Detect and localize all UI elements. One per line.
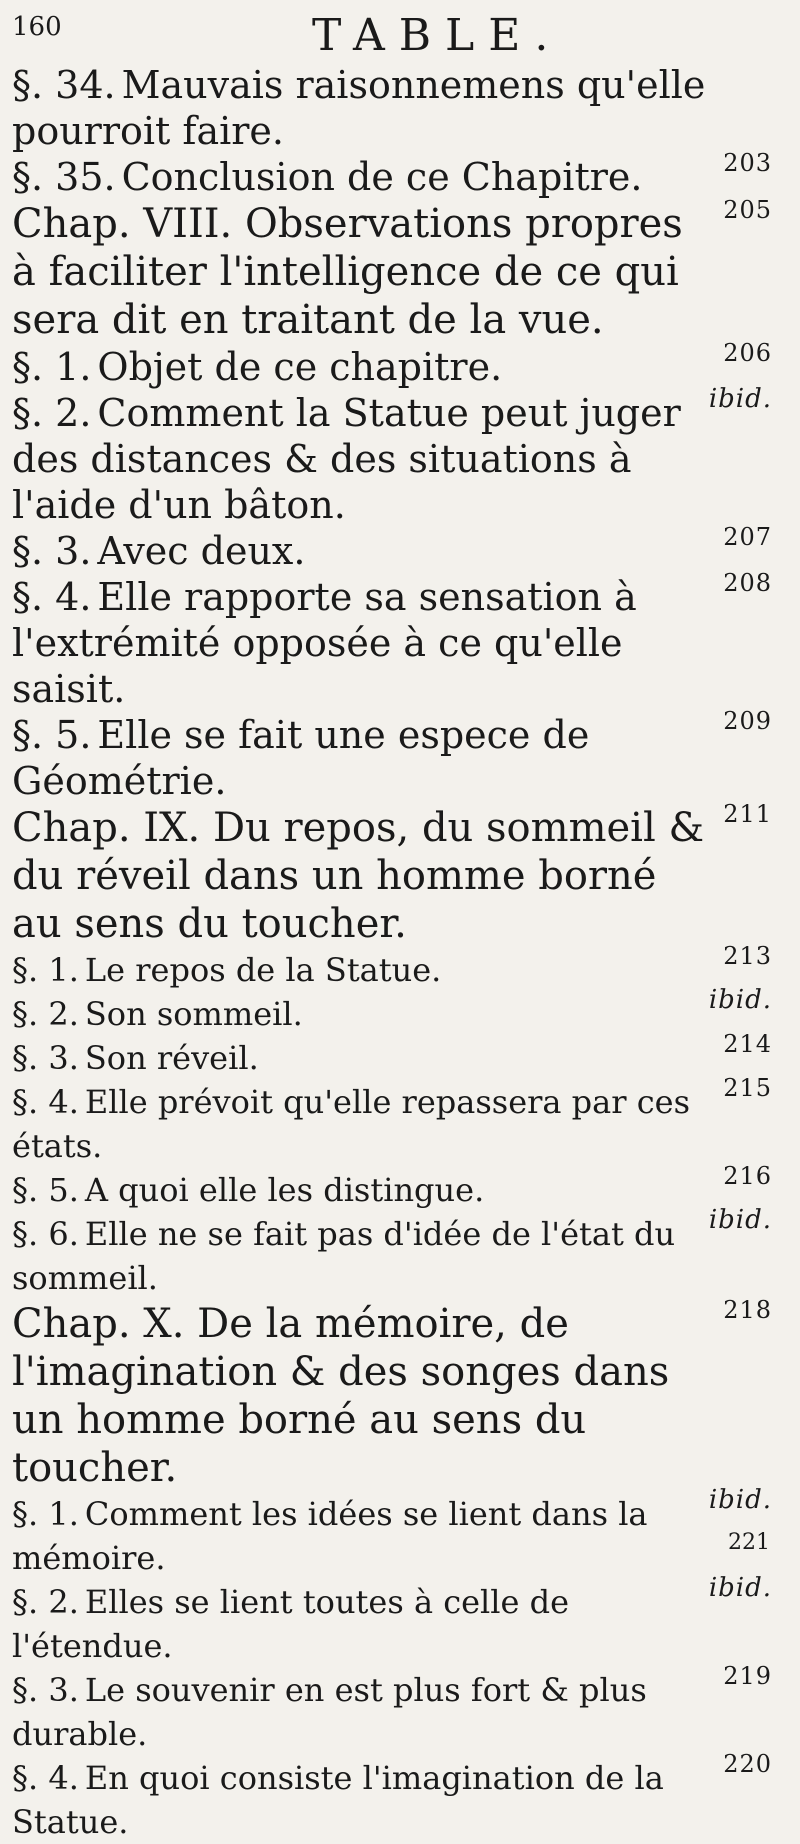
- entry-text: Elle rapporte sa sensation à l'extrémité opposée à ce qu'elle saisit.: [12, 575, 637, 711]
- entry-text: Chap. X. De la mémoire, de l'imagination & des songes dans un homme borné au sens du toucher.: [12, 1301, 670, 1491]
- section-number: §. 5.: [12, 713, 92, 757]
- page-reference: ibid.: [708, 1573, 772, 1603]
- entry-text: Comment les idées se lient dans la mémoire.: [12, 1495, 648, 1577]
- section-number: §. 4.: [12, 1759, 79, 1797]
- page-reference: 206: [723, 339, 772, 367]
- section-entry: [12, 569, 772, 712]
- section-number: §. 2.: [12, 995, 79, 1033]
- page-reference: ibid.: [708, 985, 772, 1015]
- entry-text: Son sommeil.: [84, 995, 303, 1033]
- section-entry: [12, 1030, 772, 1080]
- entry-text: Chap. VIII. Observations propres à faciliter l'intelligence de ce qui sera dit en traitant de la vue.: [12, 201, 683, 343]
- page-reference: 211: [723, 800, 772, 828]
- section-number: §. 5.: [12, 1171, 79, 1209]
- section-entry: [12, 1162, 772, 1212]
- section-number: §. 4.: [12, 575, 92, 619]
- page-reference: ibid.: [708, 1485, 772, 1515]
- chapter-entry: [12, 800, 772, 948]
- page-reference: 213: [723, 942, 772, 970]
- entry-text: Avec deux.: [97, 529, 306, 573]
- section-entry: [12, 1074, 772, 1168]
- table-of-contents: [12, 62, 772, 1844]
- entry-text: Son réveil.: [84, 1039, 259, 1077]
- catchword: 221: [728, 1530, 770, 1555]
- section-number: §. 1.: [12, 345, 92, 389]
- page-reference: 214: [723, 1030, 772, 1058]
- section-number: §. 2.: [12, 1583, 79, 1621]
- section-entry: [12, 384, 772, 528]
- section-entry: [12, 1750, 772, 1844]
- page-reference: 220: [723, 1750, 772, 1778]
- section-entry: [12, 149, 772, 200]
- entry-text: En quoi consiste l'imagination de la Statue.: [12, 1759, 664, 1841]
- entry-text: A quoi elle les distingue.: [84, 1171, 485, 1209]
- section-entry: [12, 62, 772, 154]
- section-entry: [12, 707, 772, 804]
- section-entry: [12, 1205, 772, 1300]
- entry-text: Le souvenir en est plus fort & plus durable.: [12, 1671, 647, 1753]
- section-entry: [12, 339, 772, 390]
- page-number: 160: [12, 12, 62, 42]
- entry-text: Objet de ce chapitre.: [97, 345, 503, 389]
- section-number: §. 1.: [12, 1495, 79, 1533]
- page-reference: 215: [723, 1074, 772, 1102]
- entry-text: Elle prévoit qu'elle repassera par ces états.: [12, 1083, 690, 1165]
- page-header: [0, 10, 800, 60]
- section-number: §. 6.: [12, 1215, 79, 1253]
- section-number: §. 3.: [12, 529, 92, 573]
- entry-text: Mauvais raisonnemens qu'elle pourroit faire.: [12, 63, 706, 153]
- page-title: TABLE.: [312, 10, 563, 61]
- page-reference: 216: [723, 1162, 772, 1190]
- page-reference: 203: [723, 149, 772, 177]
- entry-text: Conclusion de ce Chapitre.: [121, 155, 643, 199]
- chapter-entry: [12, 196, 772, 344]
- page-reference: ibid.: [708, 384, 772, 414]
- section-entry: [12, 1662, 772, 1756]
- section-number: §. 34.: [12, 63, 116, 107]
- section-number: §. 2.: [12, 391, 92, 435]
- entry-text: Chap. IX. Du repos, du sommeil & du réveil dans un homme borné au sens du toucher.: [12, 805, 705, 947]
- page-reference: 207: [723, 523, 772, 551]
- section-number: §. 3.: [12, 1671, 79, 1709]
- entry-text: Elle ne se fait pas d'idée de l'état du sommeil.: [12, 1215, 676, 1297]
- section-number: §. 3.: [12, 1039, 79, 1077]
- entry-text: Elle se fait une espece de Géométrie.: [12, 713, 590, 803]
- section-entry: [12, 942, 772, 992]
- section-number: §. 35.: [12, 155, 116, 199]
- section-entry: [12, 1573, 772, 1668]
- page-reference: 205: [723, 196, 772, 224]
- section-entry: [12, 1485, 772, 1580]
- section-entry: [12, 523, 772, 574]
- entry-text: Elles se lient toutes à celle de l'étendue.: [12, 1583, 570, 1665]
- page-reference: 219: [723, 1662, 772, 1690]
- section-number: §. 4.: [12, 1083, 79, 1121]
- entry-text: Comment la Statue peut juger des distances & des situations à l'aide d'un bâton.: [12, 391, 681, 527]
- page-reference: ibid.: [708, 1205, 772, 1235]
- section-entry: [12, 985, 772, 1036]
- chapter-entry: [12, 1296, 772, 1492]
- page-reference: 209: [723, 707, 772, 735]
- page-reference: 218: [723, 1296, 772, 1324]
- section-number: §. 1.: [12, 951, 79, 989]
- entry-text: Le repos de la Statue.: [84, 951, 442, 989]
- page-reference: 208: [723, 569, 772, 597]
